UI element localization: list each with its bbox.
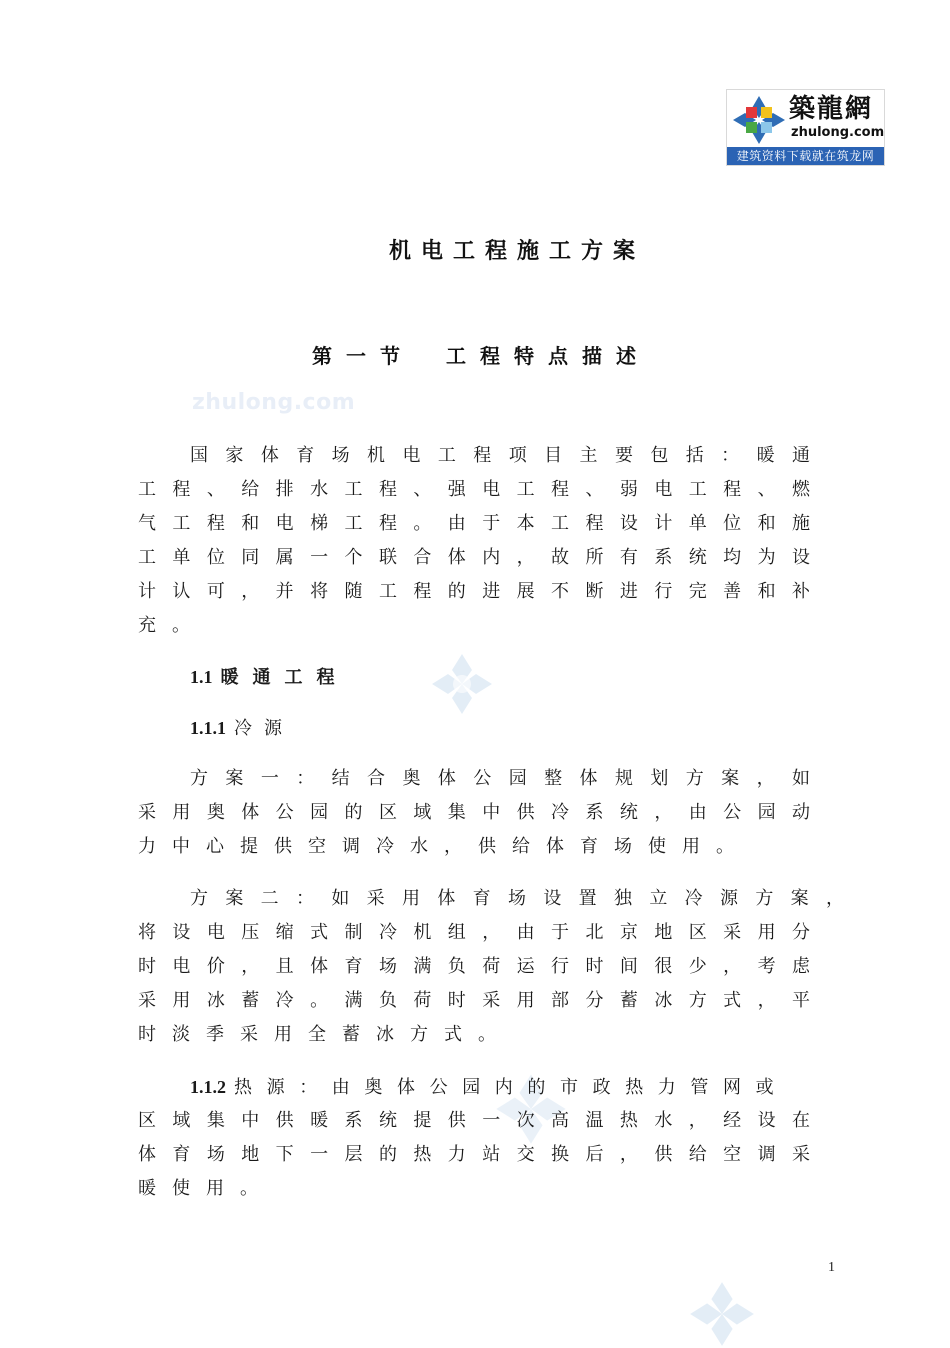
heat-line: 暖使用。 — [138, 1178, 274, 1199]
intro-line: 国家体育场机电工程项目主要包括：暖通 — [190, 445, 810, 466]
plan1-line: 方案一：结合奥体公园整体规划方案，如 — [190, 768, 810, 789]
intro-line: 工单位同属一个联合体内，故所有系统均为设 — [138, 547, 810, 568]
heat-line: 区域集中供暖系统提供一次高温热水，经设在 — [138, 1110, 810, 1131]
watermark-text: zhulong.com — [192, 390, 356, 415]
heat-first-line: 热源：由奥体公园内的市政热力管网或 — [234, 1077, 789, 1098]
heat-line: 体育场地下一层的热力站交换后，供给空调采 — [138, 1144, 810, 1165]
heading-number: 1.1.2 — [190, 1077, 226, 1097]
logo-chinese-name: 築龍網 — [789, 94, 874, 124]
plan1-line: 采用奥体公园的区域集中供冷系统，由公园动 — [138, 802, 810, 823]
logo-slogan: 建筑资料下载就在筑龙网 — [727, 147, 884, 165]
plan2-line: 采用冰蓄冷。满负荷时采用部分蓄冰方式，平 — [138, 990, 810, 1011]
heading-number: 1.1.1 — [190, 718, 226, 738]
section-title: 工程特点描述 — [446, 344, 650, 368]
intro-line: 气工程和电梯工程。由于本工程设计单位和施 — [138, 513, 810, 534]
page-number: 1 — [828, 1260, 835, 1275]
plan1-line: 力中心提供空调冷水，供给体育场使用。 — [138, 836, 750, 857]
heading-1-1-2 — [190, 1075, 820, 1100]
intro-line: 充。 — [138, 615, 206, 636]
plan2-line: 时电价，且体育场满负荷运行时间很少，考虑 — [138, 956, 810, 977]
heading-title: 暖通工程 — [220, 667, 349, 688]
zhulong-flower-icon — [731, 94, 787, 146]
logo-domain: zhulong.com — [791, 125, 885, 140]
watermark-snowflake-icon — [430, 652, 494, 716]
document-title: 机电工程施工方案 — [388, 239, 645, 264]
plan2-line: 时淡季采用全蓄冰方式。 — [138, 1024, 512, 1045]
heading-title: 冷源 — [234, 718, 294, 739]
zhulong-logo — [726, 89, 885, 166]
section-number: 第一节 — [312, 344, 414, 368]
heading-number: 1.1 — [190, 667, 213, 687]
watermark-snowflake-icon — [688, 1280, 756, 1348]
heading-1-1-1 — [190, 716, 294, 741]
plan2-line: 将设电压缩式制冷机组，由于北京地区采用分 — [138, 922, 810, 943]
section-heading — [312, 340, 650, 369]
heading-1-1 — [190, 665, 349, 690]
intro-line: 工程、给排水工程、强电工程、弱电工程、燃 — [138, 479, 810, 500]
intro-line: 计认可，并将随工程的进展不断进行完善和补 — [138, 581, 810, 602]
plan2-line: 方案二：如采用体育场设置独立冷源方案， — [190, 888, 844, 909]
